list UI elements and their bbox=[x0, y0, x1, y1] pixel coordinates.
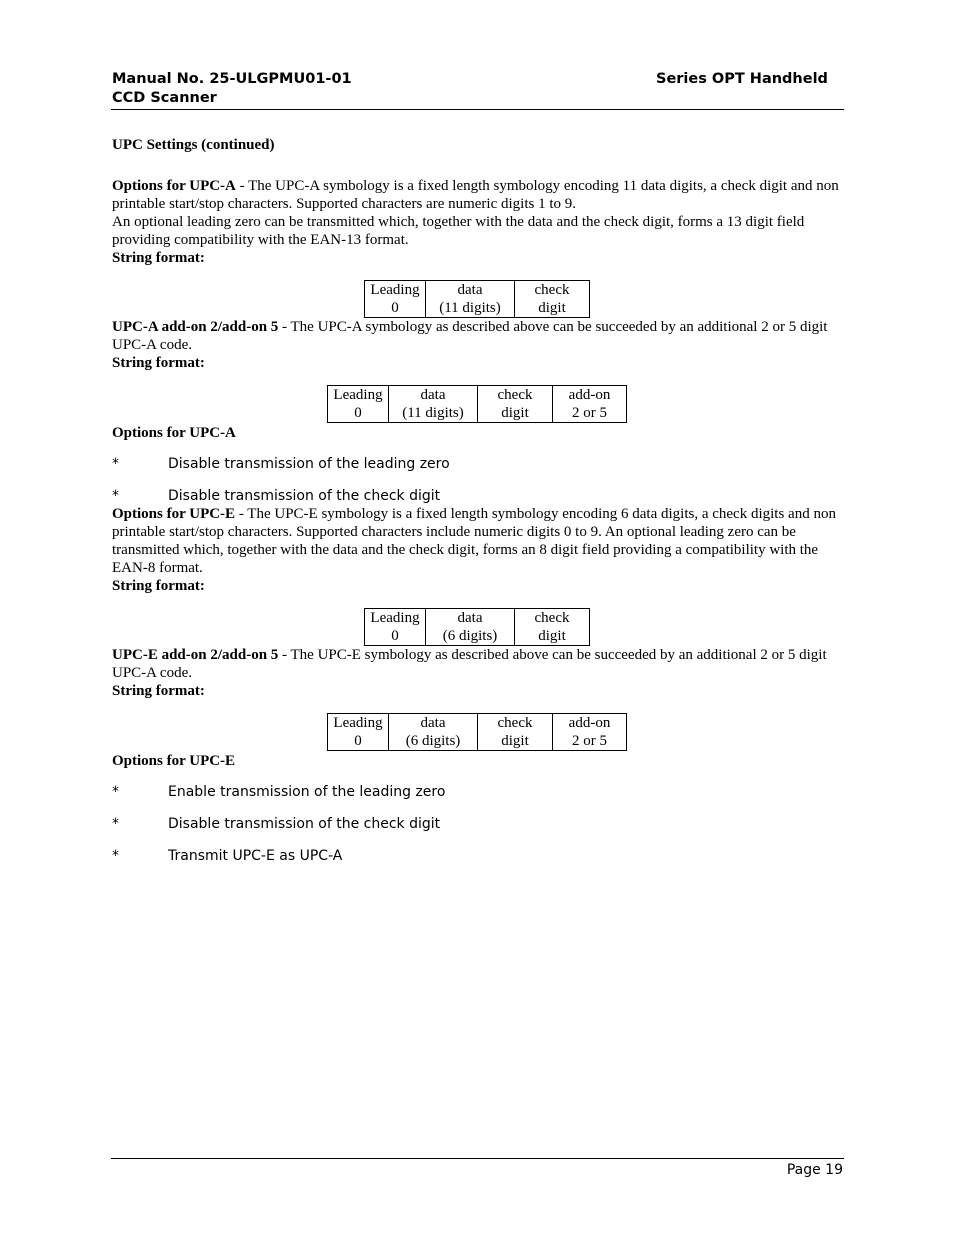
format-cell: data (11 digits) bbox=[389, 386, 478, 423]
format-cell: data (6 digits) bbox=[389, 714, 478, 751]
format-cell: data (11 digits) bbox=[426, 281, 515, 318]
page-number: Page 19 bbox=[786, 1162, 843, 1178]
bullet-marker: * bbox=[112, 816, 119, 832]
upce-intro-text: - The UPC-E symbology is a fixed length symbology encoding 6 data digits, a check digits and non printable start/stop characters. Supported characters include numeric digits 0 to 9. An optional leading zero can be transmitted which, together with the data and the check digit, forms an 8 digit field providing a compatibility with the EAN-8 format. bbox=[112, 506, 836, 576]
format-cell: data (6 digits) bbox=[426, 609, 515, 646]
upce-string-format-label: String format: bbox=[112, 578, 205, 594]
format-cell: Leading 0 bbox=[365, 609, 426, 646]
upca-addon-format-table bbox=[327, 385, 627, 423]
product-name: CCD Scanner bbox=[112, 90, 217, 106]
upce-addon-text: - The UPC-E symbology as described above can be succeeded by an additional 2 or 5 digit UPC-A code. bbox=[112, 647, 827, 681]
upca-option-item: Disable transmission of the check digit bbox=[168, 488, 441, 504]
format-cell: add-on 2 or 5 bbox=[553, 714, 627, 751]
format-cell: Leading 0 bbox=[328, 386, 389, 423]
upca-intro-paragraph-2: An optional leading zero can be transmitted which, together with the data and the check digit, forms a 13 digit field providing compatibility with the EAN-13 format. bbox=[112, 214, 805, 248]
format-cell: Leading 0 bbox=[365, 281, 426, 318]
upce-format-table bbox=[364, 608, 590, 646]
upca-options-title: Options for UPC-A bbox=[112, 425, 236, 441]
upce-option-item: Disable transmission of the check digit bbox=[168, 816, 441, 832]
section-title: UPC Settings (continued) bbox=[112, 137, 275, 153]
upce-intro-paragraph bbox=[112, 505, 847, 577]
format-cell: check digit bbox=[478, 386, 553, 423]
format-cell: Leading 0 bbox=[328, 714, 389, 751]
upce-option-item: Enable transmission of the leading zero bbox=[168, 784, 446, 800]
footer-rule bbox=[111, 1158, 844, 1159]
upce-addon-heading: UPC-E add-on 2/add-on 5 bbox=[112, 647, 279, 663]
format-cell: check digit bbox=[515, 281, 590, 318]
upca-option-item: Disable transmission of the leading zero bbox=[168, 456, 450, 472]
header-rule bbox=[111, 109, 844, 110]
upca-addon-paragraph bbox=[112, 318, 847, 354]
upce-addon-paragraph bbox=[112, 646, 847, 682]
upca-intro-paragraph bbox=[112, 177, 847, 213]
upce-addon-string-format-label: String format: bbox=[112, 683, 205, 699]
upca-intro-text: - The UPC-A symbology is a fixed length symbology encoding 11 data digits, a check digit and non printable start/stop characters. Supported characters are numeric digits 1 to 9. bbox=[112, 178, 839, 212]
bullet-marker: * bbox=[112, 488, 119, 504]
upca-string-format-label: String format: bbox=[112, 250, 205, 266]
upca-format-table bbox=[364, 280, 590, 318]
format-cell: check digit bbox=[515, 609, 590, 646]
upce-intro-heading: Options for UPC-E bbox=[112, 506, 236, 522]
bullet-marker: * bbox=[112, 784, 119, 800]
upce-options-title: Options for UPC-E bbox=[112, 753, 236, 769]
manual-number: Manual No. 25-ULGPMU01-01 bbox=[112, 71, 352, 87]
upca-addon-heading: UPC-A add-on 2/add-on 5 bbox=[112, 319, 279, 335]
upca-addon-string-format-label: String format: bbox=[112, 355, 205, 371]
bullet-marker: * bbox=[112, 848, 119, 864]
format-cell: check digit bbox=[478, 714, 553, 751]
upca-intro-heading: Options for UPC-A bbox=[112, 178, 236, 194]
series-name: Series OPT Handheld bbox=[656, 71, 828, 87]
upce-addon-format-table bbox=[327, 713, 627, 751]
bullet-marker: * bbox=[112, 456, 119, 472]
upca-addon-text: - The UPC-A symbology as described above can be succeeded by an additional 2 or 5 digit UPC-A code. bbox=[112, 319, 828, 353]
upce-option-item: Transmit UPC-E as UPC-A bbox=[168, 848, 343, 864]
format-cell: add-on 2 or 5 bbox=[553, 386, 627, 423]
